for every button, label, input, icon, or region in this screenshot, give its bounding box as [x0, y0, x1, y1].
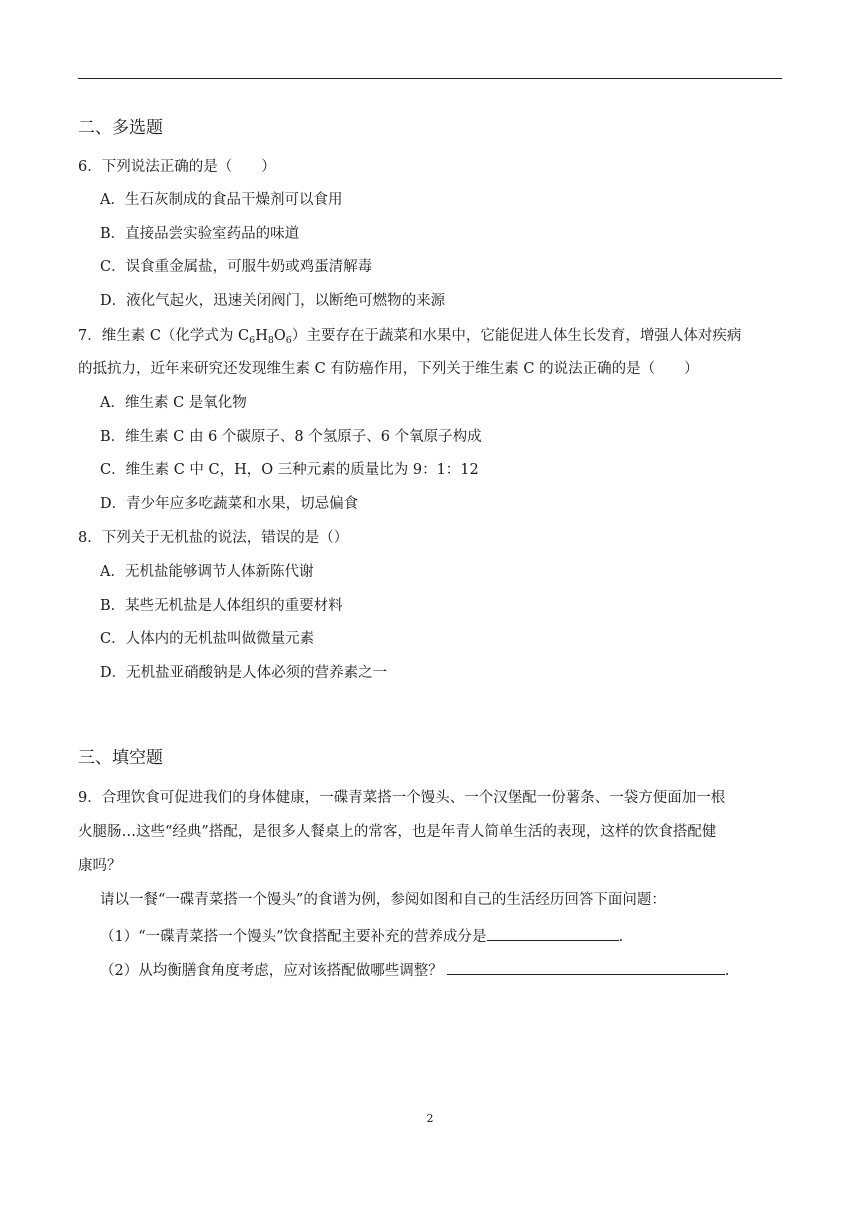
- question-9-line1: 9．合理饮食可促进我们的身体健康，一碟青菜搭一个馒头、一个汉堡配一份薯条、一袋方便面加一根: [78, 790, 726, 806]
- question-9-sub1: [100, 924, 623, 947]
- question-8-option-a: A．无机盐能够调节人体新陈代谢: [100, 564, 314, 580]
- question-8-option-d: D．无机盐亚硝酸钠是人体必须的营养素之一: [100, 665, 388, 681]
- question-9-line2: 火腿肠…这些“经典”搭配，是很多人餐桌上的常客，也是年青人简单生活的表现，这样的饮食搭配健: [78, 824, 717, 840]
- question-7-stem-start: 7．维生素 C（化学式为 C: [78, 328, 250, 344]
- question-9-sub2-text: （2）从均衡膳食角度考虑，应对该搭配做哪些调整？: [100, 963, 443, 979]
- question-9-line3: 康吗？: [78, 858, 122, 874]
- section-title-multiple-choice: 二、多选题: [78, 118, 163, 138]
- question-7-option-a: A．维生素 C 是氧化物: [100, 395, 247, 411]
- formula-element: H: [255, 328, 268, 344]
- section-title-fill-in: 三、填空题: [78, 748, 163, 768]
- question-7-option-b: B．维生素 C 由 6 个碳原子、8 个氢原子、6 个氧原子构成: [100, 429, 482, 445]
- question-8-option-b: B．某些无机盐是人体组织的重要材料: [100, 598, 343, 614]
- question-7-stem-end: ）主要存在于蔬菜和水果中，它能促进人体生长发育，增强人体对疾病: [291, 328, 742, 344]
- question-9-sub2: [100, 958, 729, 981]
- question-6-stem: 6．下列说法正确的是（ ）: [78, 159, 276, 175]
- header-rule: [78, 78, 782, 79]
- question-7-option-c: C．维生素 C 中 C，H，O 三种元素的质量比为 9：1：12: [100, 462, 479, 478]
- formula-subscript: 6: [285, 335, 292, 346]
- answer-blank-1[interactable]: [487, 924, 619, 941]
- question-6-option-c: C．误食重金属盐，可服牛奶或鸡蛋清解毒: [100, 259, 373, 275]
- question-8-stem: 8．下列关于无机盐的说法，错误的是（）: [78, 530, 349, 546]
- formula-element: O: [273, 328, 286, 344]
- question-7-stem-line1: [78, 326, 741, 348]
- question-9-instruction: 请以一餐“一碟青菜搭一个馒头”的食谱为例，参阅如图和自己的生活经历回答下面问题：: [100, 892, 666, 908]
- answer-blank-2[interactable]: [447, 958, 725, 975]
- punctuation: .: [724, 963, 730, 979]
- formula-subscript: 8: [267, 335, 274, 346]
- question-7-stem-line2: 的抵抗力，近年来研究还发现维生素 C 有防癌作用，下列关于维生素 C 的说法正确的是（ ）: [78, 361, 699, 377]
- question-6-option-a: A．生石灰制成的食品干燥剂可以食用: [100, 192, 343, 208]
- formula-subscript: 6: [249, 335, 256, 346]
- page-number: 2: [426, 1112, 434, 1125]
- question-9-sub1-text: （1）“一碟青菜搭一个馒头”饮食搭配主要补充的营养成分是: [100, 929, 487, 945]
- question-7-option-d: D．青少年应多吃蔬菜和水果，切忌偏食: [100, 496, 359, 512]
- question-8-option-c: C．人体内的无机盐叫做微量元素: [100, 631, 315, 647]
- punctuation: .: [618, 929, 624, 945]
- question-6-option-b: B．直接品尝实验室药品的味道: [100, 226, 300, 242]
- question-6-option-d: D．液化气起火，迅速关闭阀门，以断绝可燃物的来源: [100, 293, 446, 309]
